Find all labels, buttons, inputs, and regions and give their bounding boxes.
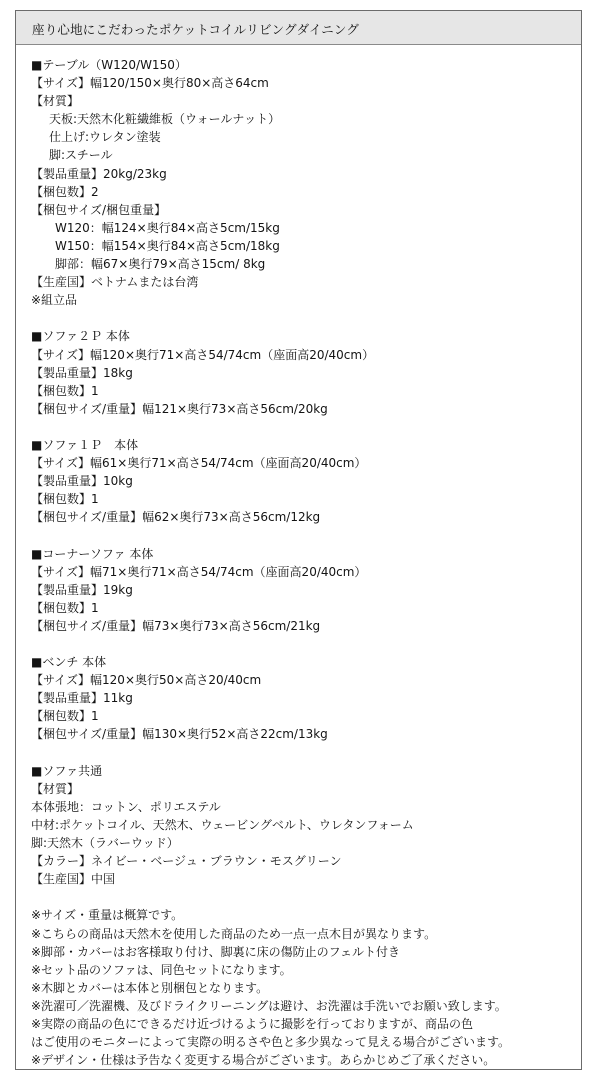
sofa1p-section-title: ■ソファ１Ｐ 本体 [31, 437, 139, 452]
note-line: ※木脚とカバーは本体と別梱包となります。 [31, 980, 269, 995]
table-pack-w150: W150：幅154×奥行84×高さ5cm/18kg [55, 238, 280, 253]
spec-content [16, 45, 581, 1069]
note-line: ※実際の商品の色にできるだけ近づけるように撮影を行っておりますが、商品の色 [31, 1016, 474, 1031]
table-finish: 仕上げ:ウレタン塗装 [49, 130, 161, 145]
sofa1p-size: 【サイズ】幅61×奥行71×高さ54/74cm（座面高20/40cm） [31, 456, 367, 471]
table-pack-size-label: 【梱包サイズ/梱包重量】 [31, 202, 167, 217]
panel-header [16, 11, 581, 45]
sofa-common-colors: 【カラー】ネイビー・ベージュ・ブラウン・モスグリーン [31, 854, 342, 869]
table-assembly-note: ※組立品 [31, 293, 78, 308]
note-line: ※デザイン・仕様は予告なく変更する場合がございます。あらかじめご了承ください。 [31, 1053, 496, 1068]
bench-packages: 【梱包数】1 [31, 709, 99, 724]
table-packages: 【梱包数】2 [31, 184, 99, 199]
sofa2p-packages: 【梱包数】1 [31, 383, 99, 398]
sofa2p-weight: 【製品重量】18kg [31, 365, 133, 380]
table-origin: 【生産国】ベトナムまたは台湾 [31, 275, 199, 290]
corner-pack: 【梱包サイズ/重量】幅73×奥行73×高さ56cm/21kg [31, 618, 321, 633]
bench-weight: 【製品重量】11kg [31, 691, 133, 706]
table-weight: 【製品重量】20kg/23kg [31, 166, 167, 181]
corner-size: 【サイズ】幅71×奥行71×高さ54/74cm（座面高20/40cm） [31, 564, 367, 579]
bench-pack: 【梱包サイズ/重量】幅130×奥行52×高さ22cm/13kg [31, 727, 328, 742]
sofa-common-upholstery: 本体張地：コットン、ポリエステル [31, 799, 221, 814]
sofa-common-origin: 【生産国】中国 [31, 872, 116, 887]
table-legs: 脚:スチール [49, 148, 113, 163]
note-line: ※セット品のソファは、同色セットになります。 [31, 962, 292, 977]
sofa-common-material-label: 【材質】 [31, 781, 80, 796]
table-pack-legs: 脚部：幅67×奥行79×高さ15cm/ 8kg [55, 257, 266, 272]
corner-weight: 【製品重量】19kg [31, 582, 133, 597]
sofa1p-pack: 【梱包サイズ/重量】幅62×奥行73×高さ56cm/12kg [31, 510, 321, 525]
sofa1p-weight: 【製品重量】10kg [31, 474, 133, 489]
sofa-common-legs: 脚:天然木（ラバーウッド） [31, 836, 179, 851]
table-pack-w120: W120：幅124×奥行84×高さ5cm/15kg [55, 220, 280, 235]
table-section-title: ■テーブル（W120/W150） [31, 58, 187, 72]
table-size: 【サイズ】幅120/150×奥行80×高さ64cm [31, 76, 269, 91]
table-top-material: 天板:天然木化粧繊維板（ウォールナット） [49, 112, 281, 127]
note-line: ※脚部・カバーはお客様取り付け、脚裏に床の傷防止のフェルト付き [31, 944, 400, 959]
table-material-label: 【材質】 [31, 94, 80, 109]
sofa-common-section-title: ■ソファ共通 [31, 763, 103, 778]
sofa-common-filling: 中材:ポケットコイル、天然木、ウェービングベルト、ウレタンフォーム [31, 817, 414, 832]
note-line: ※サイズ・重量は概算です。 [31, 908, 184, 923]
corner-section-title: ■コーナーソファ 本体 [31, 546, 154, 561]
sofa1p-packages: 【梱包数】1 [31, 492, 99, 507]
corner-packages: 【梱包数】1 [31, 600, 99, 615]
bench-section-title: ■ベンチ 本体 [31, 655, 107, 670]
bench-size: 【サイズ】幅120×奥行50×高さ20/40cm [31, 673, 262, 688]
panel-title: 座り心地にこだわったポケットコイルリビングダイニング [32, 22, 360, 37]
spec-panel [15, 10, 582, 1070]
note-line: ※こちらの商品は天然木を使用した商品のため一点一点木目が異なります。 [31, 926, 437, 941]
sofa2p-section-title: ■ソファ２Ｐ 本体 [31, 329, 130, 344]
note-line: ※洗濯可／洗濯機、及びドライクリーニングは避け、お洗濯は手洗いでお願い致します。 [31, 998, 507, 1013]
sofa2p-size: 【サイズ】幅120×奥行71×高さ54/74cm（座面高20/40cm） [31, 347, 375, 362]
sofa2p-pack: 【梱包サイズ/重量】幅121×奥行73×高さ56cm/20kg [31, 401, 328, 416]
note-line: はご使用のモニターによって実際の明るさや色と多少異なって見える場合がございます。 [31, 1035, 511, 1050]
